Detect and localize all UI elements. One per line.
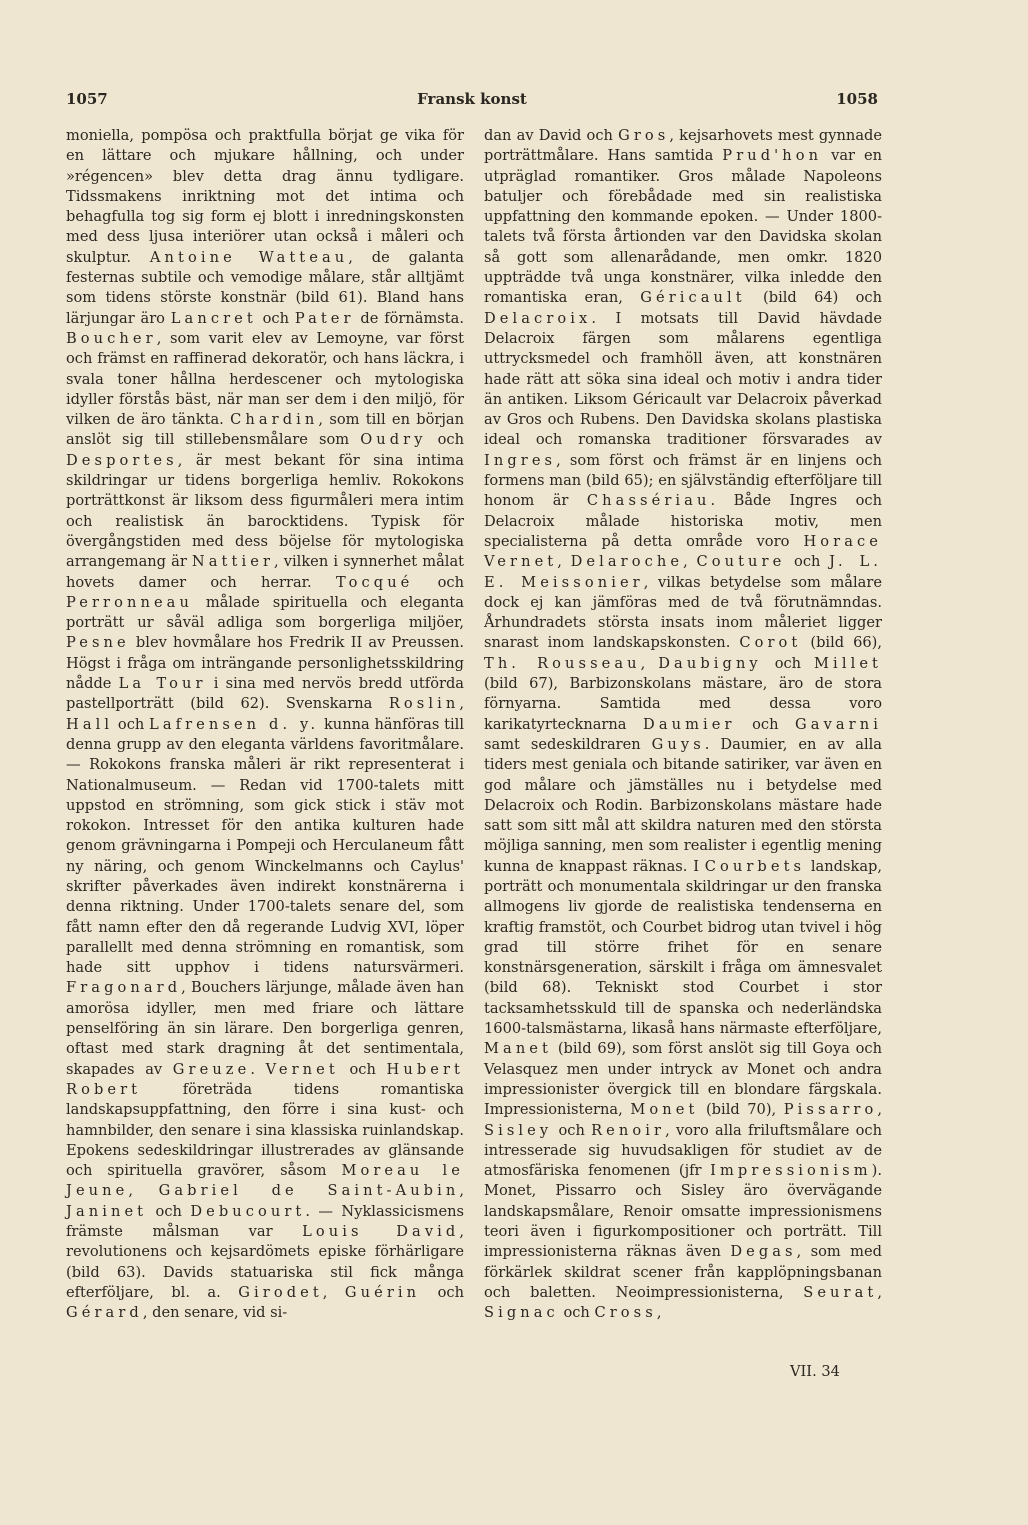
spaced-name: Pesne	[66, 634, 130, 652]
spaced-name: Prud'hon	[722, 147, 823, 165]
text-run: ,	[128, 1182, 159, 1200]
spaced-name: Greuze	[172, 1060, 251, 1078]
text-run: ,	[877, 1283, 882, 1301]
spaced-name: Th. Rousseau	[484, 654, 641, 672]
spaced-name: Monet	[630, 1101, 699, 1119]
text-run: , Bouchers lärjunge, målade även han amorösa idyller, men med friare och lättare penselföring än sin lärare. Den borgerliga genren, oftast med stark dragning åt det sentimentala, skapades av	[66, 979, 464, 1078]
text-run: företräda tidens romantiska landskapsuppfattning, den förre i sina kust- och hamnbilder, den senare i sina klassiska ruinlandskap. Epokens sedeskildringar illustrerades av glänsande och spirituella gravörer, såsom	[66, 1080, 464, 1180]
text-run: och	[426, 431, 465, 449]
text-run: och	[761, 654, 815, 672]
spaced-name: Horace Vernet	[484, 532, 882, 571]
text-run: (bild 64) och	[745, 289, 882, 307]
text-run: målade spirituella och eleganta porträtt ur såväl adliga som borgerliga miljöer,	[66, 593, 464, 632]
text-run: ,	[683, 553, 697, 571]
text-run: , revolutionens och kejsardömets episke förhärligare (bild 63). Davids statuariska stil fick många efterföljare, bl. a.	[66, 1223, 464, 1301]
text-run: moniella, pompösa och praktfulla börjat ge vika för en lättare och mjukare hållning, och under »régencen» blev detta drag ännu tydligare. Tidssmakens inriktning mot det intima och behagfulla tog sig form ej blott i inredningskonsten med dess ljusa interiörer utan också i måleri och skulptur.	[66, 127, 464, 266]
text-run: landskap, porträtt och monumentala skildringar ur den franska allmogens liv gjorde de realistiska tendenserna en kraftig framstöt, och Courbet bidrog utan tvivel i hög grad till större frihet för en senare konstnärsgeneration, särskilt i fråga om ämnesvalet (bild 68). Tekniskt stod Courbet i stor tacksamhetsskuld till de spanska och nederländska 1600-talsmästarna, likaså hans närmaste efterföljare,	[484, 857, 882, 1038]
text-run: ,	[656, 1304, 662, 1322]
spaced-name: Girodet	[238, 1283, 323, 1301]
spaced-name: Manet	[484, 1040, 552, 1058]
text-run: ). Monet, Pissarro och Sisley äro övervägande landskapsmålare, Renoir omsatte impressionismens teori även i figurkompositioner och porträtt. Till impressionisterna räknas även	[484, 1162, 882, 1261]
spaced-name: Delacroix	[484, 309, 592, 327]
page-header	[66, 90, 878, 112]
text-run: och	[735, 715, 796, 733]
text-run: .	[250, 1060, 266, 1078]
text-run: (bild 67), Barbizonskolans mästare, äro de stora förnyarna. Samtida med dessa voro karikatyrtecknarna	[484, 675, 882, 733]
spaced-name: Vernet	[265, 1060, 339, 1078]
page-number-left: 1057	[66, 90, 108, 108]
text-run: ,	[557, 553, 571, 571]
text-run: , är mest bekant för sina intima skildringar ur tidens borgerliga hemliv. Rokokons porträttkonst är liksom dess figurmåleri mera intim och realistisk än barocktidens. Typisk för övergångstiden med dess böjelse för mytologiska arrangemang är	[66, 451, 464, 571]
spaced-name: Fragonard	[66, 979, 182, 997]
spaced-name: Couture	[696, 553, 786, 571]
text-run: (bild 70),	[698, 1101, 784, 1119]
text-run: och	[338, 1060, 387, 1078]
text-run: . Både Ingres och Delacroix målade historiska motiv, men specialisterna på detta område voro	[484, 492, 882, 550]
spaced-name: Tocqué	[335, 573, 414, 591]
spaced-name: Pater	[294, 309, 355, 327]
text-run: var en utpräglad romantiker. Gros målade Napoleons batuljer och förebådade med sin realistiska uppfattning den kommande epoken. — Under 1800-talets två första årtionden var den Davidska skolan så gott som allenarådande, men omkr. 1820 uppträdde två unga konstnärer, vilka inledde den romantiska eran,	[484, 147, 882, 307]
spaced-name: Lafrensen d. y.	[149, 715, 320, 733]
text-run: blev hovmålare hos Fredrik II av Preussen. Högst i fråga om inträngande personlighetsskildring nådde	[66, 634, 464, 693]
spaced-name: Debucourt	[190, 1202, 306, 1220]
text-run: och	[256, 309, 295, 327]
spaced-name: J. L. E. Meissonier	[484, 553, 882, 591]
running-title: Fransk konst	[417, 90, 527, 108]
spaced-name: Courbets	[704, 857, 806, 875]
text-run: , de galanta festernas subtile och vemodige målare, står alltjämt som tidens störste konstnär (bild 61). Bland hans lärjungar äro	[66, 248, 464, 327]
spaced-name: Corot	[739, 634, 802, 652]
text-run: ,	[877, 1101, 882, 1119]
signature-mark: VII. 34	[790, 1363, 840, 1380]
spaced-name: Chassériau	[586, 492, 711, 510]
text-run: och	[785, 553, 830, 571]
spaced-name: Pissarro	[783, 1101, 878, 1119]
spaced-name: Antoine Watteau	[149, 248, 349, 266]
text-run: dan av David och	[484, 127, 619, 144]
spaced-name: Signac	[484, 1304, 559, 1322]
text-run: , som med förkärlek skildrat scener från kapplöpningsbanan och baletten. Neoimpressionisterna,	[484, 1243, 882, 1301]
spaced-name: Janinet	[66, 1202, 148, 1220]
text-run: (bild 66),	[801, 634, 882, 652]
text-run: , vilkas betydelse som målare dock ej kan jämföras med de två förutnämndas. Århundradets största insats inom måleriet ligger snarast inom landskapskonsten.	[484, 573, 882, 652]
text-run: , voro alla friluftsmålare och intresserade sig huvudsakligen för studiet av de atmosfäriska fenomenen (jfr	[484, 1121, 882, 1180]
page-number-right: 1058	[836, 90, 878, 108]
spaced-name: Guys	[651, 735, 705, 753]
spaced-name: Gabriel de Saint-Aubin	[158, 1182, 460, 1200]
text-run: . — Nyklassicismens främste målsman var	[66, 1202, 464, 1241]
text-run: ,	[640, 654, 659, 672]
spaced-name: Chardin	[230, 411, 319, 429]
spaced-name: Moreau le Jeune	[66, 1162, 464, 1200]
left-column	[66, 126, 464, 1324]
spaced-name: Cross	[594, 1304, 657, 1322]
text-run: i sina med nervös bredd utförda pastellporträtt (bild 62). Svenskarna	[66, 675, 465, 713]
text-run: och	[552, 1121, 592, 1139]
spaced-name: Seurat	[803, 1283, 878, 1301]
spaced-name: Gérard	[66, 1304, 143, 1322]
spaced-name: Impressionism	[710, 1162, 872, 1180]
text-run: ,	[459, 695, 464, 713]
spaced-name: Renoir	[591, 1121, 666, 1139]
left-column-text	[66, 126, 464, 1324]
spaced-name: Sisley	[484, 1121, 553, 1139]
spaced-name: Daubigny	[658, 654, 762, 672]
spaced-name: Gros	[618, 127, 670, 144]
text-run: ,	[322, 1283, 345, 1301]
text-run: och	[558, 1304, 595, 1322]
text-run: de förnämsta.	[354, 309, 464, 327]
text-run: ,	[459, 1182, 464, 1200]
right-column-text	[484, 126, 882, 1324]
spaced-name: Nattier	[191, 553, 275, 571]
spaced-name: Géricault	[640, 289, 746, 307]
text-run: och	[420, 1283, 464, 1301]
text-run: (bild 69), som först anslöt sig till Goya och Velasquez men under intryck av Monet och andra impressionister övergick till en blondare färgskala. Impressionisterna,	[484, 1040, 882, 1119]
text-run: , som först och främst är en linjens och formens man (bild 65); en självständig efterföljare till honom är	[484, 451, 882, 510]
spaced-name: Ingres	[484, 451, 557, 469]
spaced-name: Roslin	[388, 695, 460, 713]
spaced-name: Louis David	[302, 1223, 460, 1241]
text-run: och	[413, 573, 465, 591]
spaced-name: Oudry	[360, 431, 427, 449]
text-run: och	[147, 1202, 191, 1220]
text-run: . I motsats till David hävdade Delacroix färgen som målarens egentliga uttrycksmedel och framhöll även, att konstnären hade rätt att söka sina ideal och motiv i andra tider än antiken. Liksom Géricault var Delacroix påverkad av Gros och Rubens. Den Davidska skolans plastiska ideal och romanska traditioner försvarades av	[484, 309, 882, 449]
spaced-name: Delaroche	[570, 553, 684, 571]
spaced-name: Guérin	[344, 1283, 421, 1301]
spaced-name: Perronneau	[66, 593, 193, 611]
spaced-name: La Tour	[118, 675, 207, 693]
spaced-name: Degas	[730, 1243, 797, 1261]
text-run: samt sedeskildraren	[484, 735, 652, 753]
text-run: , som till en början anslöt sig till stillebensmålare som	[66, 411, 464, 449]
spaced-name: Hall	[66, 715, 114, 733]
text-run: kunna hänföras till denna grupp av den eleganta världens favoritmålare. — Rokokons franska måleri är rikt representerat i Nationalmuseum. — Redan vid 1700-talets mitt uppstod en strömning, som gick stick i stäv mot rokokon. Intresset för den antika kulturen hade genom grävningarna i Pompeji och Herculaneum fått ny näring, och genom Winckelmanns och Caylus' skrifter påverkades även indirekt konstnärerna i denna riktning. Under 1700-talets senare del, som fått namn efter den då regerande Ludvig XVI, löper parallellt med denna strömning en romantisk, som hade sitt upphov i tidens natursvärmeri.	[66, 715, 464, 977]
spaced-name: Hubert Robert	[66, 1060, 464, 1098]
right-column	[484, 126, 882, 1324]
spaced-name: Desportes	[66, 451, 178, 469]
spaced-name: Gavarni	[795, 715, 882, 733]
spaced-name: Boucher	[66, 329, 157, 347]
text-run: , kejsarhovets mest gynnade porträttmålare. Hans samtida	[484, 127, 882, 165]
text-run: , vilken i synnerhet målat hovets damer och herrar.	[66, 553, 465, 591]
text-run: . Daumier, en av alla tiders mest geniala och bitande satiriker, var även en god målare och jämställes nu i betydelse med Delacroix och Rodin. Barbizonskolans mästare hade satt som sitt mål att skildra naturen med den största möjliga sanning, men som realister i egentlig mening kunna de knappast räknas. I	[484, 735, 882, 875]
text-run: och	[113, 715, 150, 733]
spaced-name: Daumier	[643, 715, 736, 733]
text-run: , den senare, vid si-	[142, 1304, 288, 1322]
spaced-name: Millet	[814, 654, 883, 672]
text-run: , som varit elev av Lemoyne, var först och främst en raffinerad dekoratör, och hans läckra, i svala toner hållna herdescener och mytologiska idyller förstås bäst, när man ser dem i den miljö, för vilken de äro tänkta.	[66, 329, 464, 429]
spaced-name: Lancret	[170, 309, 257, 327]
